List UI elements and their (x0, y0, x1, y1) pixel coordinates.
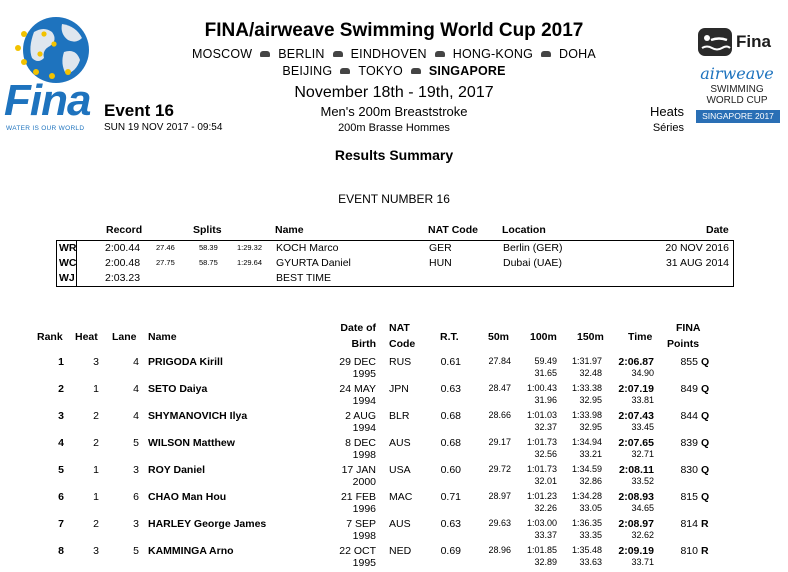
result-points: 810 (680, 545, 698, 557)
result-time: 2:07.43 (618, 410, 654, 422)
result-diff-100: 32.37 (534, 422, 557, 432)
result-time: 2:08.11 (618, 464, 654, 476)
result-diff-200: 33.81 (631, 395, 654, 405)
result-name: KAMMINGA Arno (148, 545, 234, 557)
records-header-record: Record (106, 224, 143, 236)
city-name: DOHA (559, 47, 596, 61)
record-split-50: 27.75 (156, 258, 175, 267)
record-nat: HUN (429, 257, 452, 269)
result-birth-year: 2000 (352, 476, 376, 488)
records-header-nat: NAT Code (428, 224, 478, 236)
header-heat: Heat (75, 331, 98, 343)
result-split-100: 1:00.43 (526, 383, 557, 393)
record-nat: GER (429, 242, 452, 254)
result-reaction-time: 0.63 (440, 518, 461, 530)
result-diff-200: 34.90 (631, 368, 654, 378)
result-diff-200: 33.71 (631, 557, 654, 567)
page-title: FINA/airweave Swimming World Cup 2017 (204, 20, 584, 41)
city-name: EINDHOVEN (350, 47, 427, 61)
result-split-150: 1:34.94 (571, 437, 602, 447)
result-split-150: 1:36.35 (571, 518, 602, 528)
result-nat: MAC (389, 491, 413, 503)
result-points: 839 (680, 437, 698, 449)
result-birth-year: 1994 (352, 422, 376, 434)
city-name: MOSCOW (192, 47, 253, 61)
header-100m: 100m (530, 331, 557, 343)
result-reaction-time: 0.69 (440, 545, 461, 557)
result-dob: 2 AUG (345, 410, 376, 422)
result-name: CHAO Man Hou (148, 491, 227, 503)
result-diff-150: 33.05 (579, 503, 602, 513)
city-name: BERLIN (278, 47, 325, 61)
result-reaction-time: 0.68 (440, 437, 461, 449)
result-diff-200: 34.65 (631, 503, 654, 513)
result-lane: 4 (133, 383, 139, 395)
result-row (0, 356, 788, 383)
result-lane: 6 (133, 491, 139, 503)
result-split-50: 28.97 (488, 491, 511, 501)
record-split-100: 58.39 (199, 243, 218, 252)
result-reaction-time: 0.68 (440, 410, 461, 422)
result-name: WILSON Matthew (148, 437, 235, 449)
result-rank: 4 (58, 437, 64, 449)
result-diff-100: 33.37 (534, 530, 557, 540)
result-heat: 1 (93, 383, 99, 395)
result-diff-150: 33.21 (579, 449, 602, 459)
result-dob: 8 DEC (345, 437, 376, 449)
result-nat: JPN (389, 383, 409, 395)
result-split-100: 1:01.23 (526, 491, 557, 501)
header-rank: Rank (37, 331, 63, 343)
header-rt: R.T. (440, 331, 459, 343)
result-split-100: 1:01.73 (526, 437, 557, 447)
result-dob: 24 MAY (339, 383, 376, 395)
result-diff-100: 31.65 (534, 368, 557, 378)
result-heat: 3 (93, 356, 99, 368)
result-row (0, 410, 788, 437)
result-heat: 2 (93, 410, 99, 422)
record-type: WJ (59, 272, 75, 284)
result-rank: 7 (58, 518, 64, 530)
round-label: Heats (650, 104, 684, 119)
result-diff-100: 32.01 (534, 476, 557, 486)
header-name: Name (148, 331, 177, 343)
results-summary-heading: Results Summary (334, 147, 454, 163)
result-reaction-time: 0.71 (440, 491, 461, 503)
result-nat: NED (389, 545, 412, 557)
result-row (0, 518, 788, 545)
event-title: Event 16 (104, 101, 174, 120)
result-split-50: 28.96 (488, 545, 511, 555)
result-heat: 3 (93, 545, 99, 557)
round-label-fr: Séries (652, 122, 684, 134)
result-dob: 22 OCT (339, 545, 376, 557)
result-diff-200: 33.52 (631, 476, 654, 486)
city-name: SINGAPORE (428, 64, 506, 78)
result-points: 844 (680, 410, 698, 422)
result-split-50: 29.72 (488, 464, 511, 474)
result-row (0, 383, 788, 410)
sponsor-fina-text: Fina (736, 32, 771, 51)
result-split-50: 28.47 (488, 383, 511, 393)
result-split-100: 59.49 (534, 356, 557, 366)
record-name: GYURTA Daniel (276, 257, 351, 269)
result-diff-150: 32.86 (579, 476, 602, 486)
record-time: 2:00.48 (105, 257, 141, 269)
result-diff-150: 32.48 (579, 368, 602, 378)
result-qualification: R (701, 518, 709, 530)
result-lane: 3 (133, 518, 139, 530)
event-number: EVENT NUMBER 16 (338, 192, 450, 206)
result-points: 855 (680, 356, 698, 368)
result-dob: 21 FEB (340, 491, 376, 503)
records-header-name: Name (275, 224, 304, 236)
result-diff-150: 32.95 (579, 395, 602, 405)
result-qualification: Q (701, 410, 710, 422)
result-rank: 6 (58, 491, 64, 503)
fina-tagline: WATER IS OUR WORLD (6, 125, 85, 132)
result-qualification: Q (701, 437, 710, 449)
header-nat-1: NAT (389, 322, 410, 334)
result-name: SETO Daiya (148, 383, 208, 395)
result-lane: 5 (133, 545, 139, 557)
result-lane: 4 (133, 356, 139, 368)
result-split-150: 1:35.48 (571, 545, 602, 555)
result-heat: 2 (93, 518, 99, 530)
result-diff-100: 32.56 (534, 449, 557, 459)
result-dob: 7 SEP (346, 518, 376, 530)
result-points: 814 (680, 518, 698, 530)
result-split-100: 1:01.85 (526, 545, 557, 555)
record-split-100: 58.75 (199, 258, 218, 267)
result-name: HARLEY George James (148, 518, 267, 530)
header-time: Time (628, 331, 653, 343)
result-nat: AUS (389, 518, 411, 530)
sponsor-line-2: WORLD CUP (706, 95, 768, 106)
result-diff-100: 32.89 (534, 557, 557, 567)
result-diff-200: 33.45 (631, 422, 654, 432)
fina-logo-text: Fina (4, 76, 91, 125)
result-time: 2:08.97 (618, 518, 654, 530)
result-dob: 17 JAN (341, 464, 376, 476)
record-name: BEST TIME (276, 272, 332, 284)
result-heat: 1 (93, 464, 99, 476)
event-name-fr: 200m Brasse Hommes (338, 122, 450, 134)
result-split-150: 1:33.98 (571, 410, 602, 420)
result-reaction-time: 0.60 (440, 464, 461, 476)
result-reaction-time: 0.63 (440, 383, 461, 395)
result-split-50: 29.63 (488, 518, 511, 528)
record-type: WC (59, 257, 77, 269)
result-rank: 5 (58, 464, 64, 476)
result-birth-year: 1996 (352, 503, 376, 515)
city-name: TOKYO (358, 64, 403, 78)
record-name: KOCH Marco (276, 242, 339, 254)
header-fina: FINA (676, 322, 701, 334)
result-rank: 1 (58, 356, 64, 368)
record-split-150: 1:29.64 (237, 258, 263, 267)
result-diff-150: 33.63 (579, 557, 602, 567)
record-split-50: 27.46 (156, 243, 175, 252)
result-diff-200: 32.62 (631, 530, 654, 540)
header-points: Points (667, 338, 700, 350)
records-header-splits: Splits (193, 224, 222, 236)
result-split-50: 28.66 (488, 410, 511, 420)
record-time: 2:00.44 (105, 242, 141, 254)
result-nat: BLR (389, 410, 410, 422)
event-dates: November 18th - 19th, 2017 (294, 84, 494, 101)
city-name: BEIJING (282, 64, 333, 78)
result-reaction-time: 0.61 (440, 356, 461, 368)
result-row (0, 545, 788, 572)
result-diff-200: 32.71 (631, 449, 654, 459)
event-name: Men's 200m Breaststroke (320, 104, 468, 119)
result-row (0, 464, 788, 491)
record-type: WR (59, 242, 77, 254)
result-points: 815 (680, 491, 698, 503)
records-header-date: Date (706, 224, 729, 236)
result-nat: AUS (389, 437, 411, 449)
result-diff-150: 33.35 (579, 530, 602, 540)
record-split-150: 1:29.32 (237, 243, 263, 252)
result-split-100: 1:03.00 (526, 518, 557, 528)
result-split-100: 1:01.73 (526, 464, 557, 474)
header-50m: 50m (488, 331, 510, 343)
result-split-150: 1:34.59 (571, 464, 602, 474)
event-datetime: SUN 19 NOV 2017 - 09:54 (104, 122, 223, 133)
sponsor-badge: SINGAPORE 2017 (696, 110, 780, 123)
header-dob-1: Date of (340, 322, 376, 334)
result-time: 2:07.19 (618, 383, 654, 395)
result-diff-150: 32.95 (579, 422, 602, 432)
result-nat: RUS (389, 356, 412, 368)
records-header-location: Location (502, 224, 546, 236)
result-birth-year: 1995 (352, 368, 376, 380)
result-lane: 5 (133, 437, 139, 449)
result-rank: 3 (58, 410, 64, 422)
result-qualification: Q (701, 491, 710, 503)
result-heat: 2 (93, 437, 99, 449)
header-dob-2: Birth (351, 338, 376, 350)
result-birth-year: 1995 (352, 557, 376, 569)
header-lane: Lane (112, 331, 137, 343)
result-time: 2:07.65 (618, 437, 654, 449)
city-name: HONG-KONG (452, 47, 534, 61)
result-diff-100: 31.96 (534, 395, 557, 405)
result-diff-100: 32.26 (534, 503, 557, 513)
result-name: SHYMANOVICH Ilya (148, 410, 248, 422)
result-dob: 29 DEC (339, 356, 376, 368)
result-birth-year: 1994 (352, 395, 376, 407)
result-split-50: 27.84 (488, 356, 511, 366)
result-rank: 2 (58, 383, 64, 395)
header-150m: 150m (577, 331, 604, 343)
result-row (0, 437, 788, 464)
result-name: ROY Daniel (148, 464, 205, 476)
result-time: 2:06.87 (618, 356, 654, 368)
result-time: 2:08.93 (618, 491, 654, 503)
result-row (0, 491, 788, 518)
sponsor-airweave-text: airweave (700, 64, 774, 83)
result-qualification: Q (701, 356, 710, 368)
result-lane: 4 (133, 410, 139, 422)
result-time: 2:09.19 (618, 545, 654, 557)
result-name: PRIGODA Kirill (148, 356, 223, 368)
result-points: 830 (680, 464, 698, 476)
result-split-150: 1:31.97 (571, 356, 602, 366)
sponsor-line-1: SWIMMING (710, 84, 764, 95)
result-rank: 8 (58, 545, 64, 557)
result-lane: 3 (133, 464, 139, 476)
result-split-100: 1:01.03 (526, 410, 557, 420)
record-location: Berlin (GER) (503, 242, 563, 254)
result-qualification: Q (701, 464, 710, 476)
record-location: Dubai (UAE) (503, 257, 562, 269)
result-birth-year: 1998 (352, 449, 376, 461)
result-birth-year: 1998 (352, 530, 376, 542)
result-split-150: 1:34.28 (571, 491, 602, 501)
header-nat-2: Code (389, 338, 416, 350)
result-points: 849 (680, 383, 698, 395)
record-date: 20 NOV 2016 (665, 242, 729, 254)
result-nat: USA (389, 464, 411, 476)
record-time: 2:03.23 (105, 272, 141, 284)
record-date: 31 AUG 2014 (665, 257, 729, 269)
result-split-50: 29.17 (488, 437, 511, 447)
result-qualification: Q (701, 383, 710, 395)
result-heat: 1 (93, 491, 99, 503)
result-split-150: 1:33.38 (571, 383, 602, 393)
result-qualification: R (701, 545, 709, 557)
